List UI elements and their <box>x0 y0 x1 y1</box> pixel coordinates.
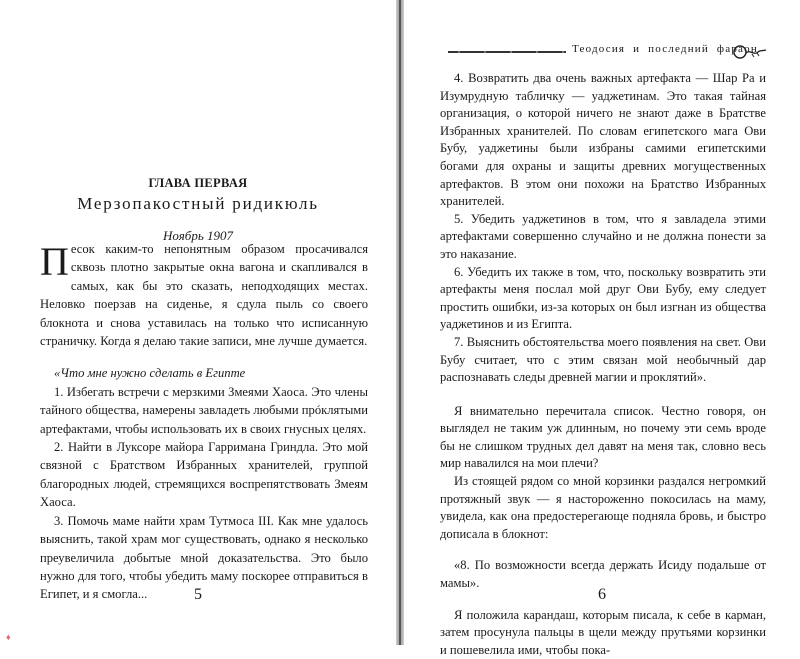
scarab-ornament-icon <box>732 44 768 60</box>
left-page <box>0 0 396 645</box>
book-gutter <box>396 0 404 645</box>
chapter-label: ГЛАВА ПЕРВАЯ <box>148 176 248 190</box>
right-page <box>404 0 800 657</box>
right-page-text <box>440 70 766 659</box>
opening-paragraph <box>40 240 368 350</box>
chapter-title: Мерзопакостный ридикюль <box>77 194 319 213</box>
list-item-8: «8. По возможности всегда держать Исиду подальше от мамы». <box>440 558 766 591</box>
list-item-3: 3. Помочь маме найти храм Тутмоса III. Как мне удалось выяснить, такой храм мог существовать, однако я несколько преувеличила добытые мной доказательства. Это было нужно для того, чтобы убедить маму поскорее отправиться в Египет, и я смогла... <box>40 513 368 602</box>
list-item-1: 1. Избегать встречи с мерзкими Змеями Хаоса. Это члены тайного общества, намерены завладеть любыми прóклятыми артефактами, чтобы использовать их в своих гнусных целях. <box>40 384 368 436</box>
list-item-2: 2. Найти в Луксоре майора Гарримана Гриндла. Это мой связной с Братством Избранных хранителей, группой благородных людей, стремящихся воспрепятствовать Змеям Хаоса. <box>40 440 368 510</box>
corner-mark: ♦ <box>6 632 11 642</box>
running-head <box>440 42 778 62</box>
paragraph: Я положила карандаш, которым писала, к себе в карман, затем просунула пальцы в щели между прутьями корзинки и пошевелила ими, чтобы пока- <box>440 607 766 657</box>
list-item-5: 5. Убедить уаджетинов в том, что я завладела этими артефактами совершенно случайно и не должна понести за это наказание. <box>440 211 766 261</box>
list-item-4: 4. Возвратить два очень важных артефакта — Шар Ра и Изумрудную табличку — уаджетинам. Это такая тайная организация, о которой ничего не знают даже в Братстве Избранных хранителей. По словам египетского мага Ови Бубу, уаджетины были избраны самими египетскими богами для охраны и защиты древних могущественных артефактов. В этом они похожи на Братство Избранных хранителей. <box>440 71 766 209</box>
left-page-text <box>40 240 368 604</box>
list-item-6: 6. Убедить их также в том, что, поскольку возвратить эти артефакты меня послал мой друг Ови Бубу, ему следует простить ошибки, из-за которых он был изгнан из общества уаджетинов и из Египта. <box>440 264 766 332</box>
list-intro: «Что мне нужно сделать в Египте <box>54 366 246 381</box>
running-head-rule <box>448 51 566 53</box>
paragraph: Из стоящей рядом со мной корзинки раздался негромкий протяжный звук — я настороженно покосилась на маму, увидела, как она предостерегающе подняла бровь, и быстро дописала в блокнот: <box>440 474 766 541</box>
chapter-date: Ноябрь 1907 <box>163 228 233 243</box>
opening-paragraph-text: есок каким-то непонятным образом просачивался сквозь плотно закрытые окна вагона и скапливался в самых, как бы это сказать, неподходящих местах. Неловко поерзав на сиденье, я сдула пыль со своего блокнота и снова уставилась на только что исписанную страничку. Когда я делаю такие записи, мне лучше думается. <box>40 242 368 349</box>
running-head-title: Теодосия и последний фараон <box>572 43 758 55</box>
page-number-right: 6 <box>598 586 606 603</box>
paragraph: Я внимательно перечитала список. Честно говоря, он выглядел не таким уж длинным, но почему эти семь вроде бы не слишком трудных дел давят на меня так, словно весь мир навалился на мои плечи? <box>440 403 766 471</box>
list-item-7: 7. Выяснить обстоятельства моего появления на свет. Ови Бубу считает, что с этим связан мой необычный дар распознавать следы древней магии и проклятий». <box>440 334 766 385</box>
page-number-left: 5 <box>194 586 202 603</box>
drop-cap: П <box>40 239 69 284</box>
